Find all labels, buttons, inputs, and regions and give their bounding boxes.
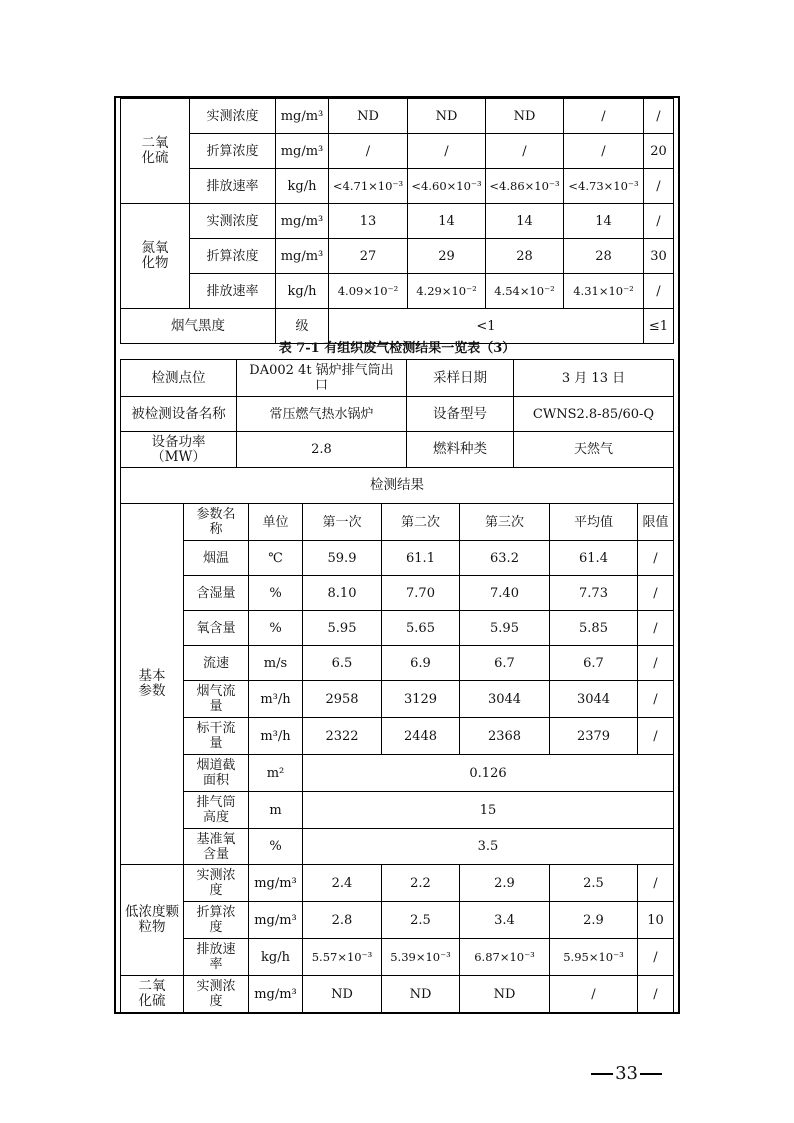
param-cell: 氧含量 [184,611,249,646]
value-cell: 28 [486,239,564,274]
avg-cell: 14 [564,204,644,239]
value-cell: 3.5 [303,829,674,865]
limit-cell: 20 [644,134,674,169]
value-cell: ND [460,976,550,1013]
value-cell: 6.87×10⁻³ [460,939,550,976]
unit-cell: 级 [276,309,329,344]
limit-cell: 10 [638,902,674,939]
limit-cell: / [638,611,674,646]
model-label: 设备型号 [407,397,514,432]
param-cell: 折算浓度 [190,134,276,169]
header-r2: 第二次 [382,504,460,541]
param-cell: 基准氧含量 [184,829,249,865]
unit-cell: mg/m³ [276,134,329,169]
unit-cell: % [249,829,303,865]
value-cell: 2.4 [303,865,382,902]
value-cell: 7.70 [382,576,460,611]
unit-cell: mg/m³ [276,239,329,274]
avg-cell: 61.4 [550,541,638,576]
results-table [120,503,674,1013]
param-cell: 实测浓度 [184,976,249,1013]
value-cell: 13 [329,204,408,239]
value-cell: / [486,134,564,169]
point-label: 检测点位 [121,360,237,397]
equip-value: 常压燃气热水锅炉 [237,397,407,432]
limit-cell: / [638,718,674,755]
unit-cell: mg/m³ [276,99,329,134]
header-limit: 限值 [638,504,674,541]
avg-cell: / [550,976,638,1013]
fuel-value: 天然气 [514,432,674,468]
param-cell: 排放速率 [184,939,249,976]
limit-cell: / [638,681,674,718]
table-caption: 表 7-1 有组织废气检测结果一览表（3） [278,341,516,356]
model-value: CWNS2.8-85/60-Q [514,397,674,432]
value-cell: ND [303,976,382,1013]
unit-cell: m³/h [249,681,303,718]
value-cell: 3.4 [460,902,550,939]
value-cell: 63.2 [460,541,550,576]
avg-cell: / [564,134,644,169]
unit-cell: mg/m³ [249,976,303,1013]
table-row [121,468,674,504]
value-cell: 3044 [460,681,550,718]
value-cell: 4.29×10⁻² [408,274,486,309]
avg-cell: / [564,99,644,134]
param-cell: 实测浓度 [184,865,249,902]
limit-cell: / [644,99,674,134]
value-cell: 15 [303,792,674,829]
value-cell: 4.54×10⁻² [486,274,564,309]
value-cell: 2448 [382,718,460,755]
value-cell: 2.8 [303,902,382,939]
fuel-label: 燃料种类 [407,432,514,468]
avg-cell: 5.85 [550,611,638,646]
table-row [121,865,674,902]
limit-cell: ≤1 [644,309,674,344]
avg-cell: 6.7 [550,646,638,681]
value-cell: 0.126 [303,755,674,792]
value-cell: / [408,134,486,169]
date-label: 采样日期 [407,360,514,397]
value-cell: ND [486,99,564,134]
table-row [121,397,674,432]
param-cell: 烟气流量 [184,681,249,718]
page-number [589,1063,664,1084]
value-cell: 5.39×10⁻³ [382,939,460,976]
limit-cell: / [638,865,674,902]
table-row [121,274,674,309]
param-cell: 实测浓度 [190,99,276,134]
unit-cell: kg/h [249,939,303,976]
unit-cell: mg/m³ [249,902,303,939]
param-cell: 标干流量 [184,718,249,755]
value-cell: 2.9 [460,865,550,902]
limit-cell: / [638,976,674,1013]
value-cell: 2322 [303,718,382,755]
unit-cell: % [249,611,303,646]
unit-cell: kg/h [276,169,329,204]
table-row [121,902,674,939]
param-cell: 流速 [184,646,249,681]
table-row [121,134,674,169]
table-row [121,432,674,468]
limit-cell: / [644,169,674,204]
value-cell: 5.95 [460,611,550,646]
table-row [121,360,674,397]
table-row [121,576,674,611]
info-table [120,359,674,504]
limit-cell: / [638,939,674,976]
avg-cell: 2379 [550,718,638,755]
value-cell: <1 [329,309,644,344]
so2-label: 二氧化硫 [121,99,190,204]
value-cell: 3129 [382,681,460,718]
smoke-label: 烟气黑度 [121,309,276,344]
power-label: 设备功率（MW） [121,432,237,468]
value-cell: 7.40 [460,576,550,611]
table-row [121,611,674,646]
table-row [121,829,674,865]
value-cell: / [329,134,408,169]
point-value: DA002 4t 锅炉排气筒出口 [237,360,407,397]
param-cell: 实测浓度 [190,204,276,239]
value-cell: 6.9 [382,646,460,681]
limit-cell: / [638,646,674,681]
limit-cell: / [638,541,674,576]
unit-cell: kg/h [276,274,329,309]
table-row [121,755,674,792]
limit-cell: / [638,576,674,611]
param-cell: 折算浓度 [190,239,276,274]
header-avg: 平均值 [550,504,638,541]
basic-label: 基本参数 [121,504,184,865]
value-cell: 14 [408,204,486,239]
pm-label: 低浓度颗粒物 [121,865,184,976]
table-row [121,204,674,239]
table-row [121,239,674,274]
limit-cell: 30 [644,239,674,274]
header-unit: 单位 [249,504,303,541]
unit-cell: mg/m³ [249,865,303,902]
avg-cell: 5.95×10⁻³ [550,939,638,976]
value-cell: 2368 [460,718,550,755]
value-cell: 2.2 [382,865,460,902]
value-cell: 8.10 [303,576,382,611]
power-value: 2.8 [237,432,407,468]
value-cell: 5.95 [303,611,382,646]
avg-cell: 7.73 [550,576,638,611]
avg-cell: 4.31×10⁻² [564,274,644,309]
unit-cell: m/s [249,646,303,681]
limit-cell: / [644,204,674,239]
limit-cell: / [644,274,674,309]
param-cell: 排放速率 [190,169,276,204]
top-results-table [120,98,674,344]
value-cell: 5.65 [382,611,460,646]
results-label: 检测结果 [121,468,674,504]
unit-cell: m [249,792,303,829]
value-cell: 6.5 [303,646,382,681]
value-cell: ND [329,99,408,134]
table-row [121,169,674,204]
value-cell: 14 [486,204,564,239]
value-cell: <4.86×10⁻³ [486,169,564,204]
avg-cell: 28 [564,239,644,274]
value-cell: 2958 [303,681,382,718]
table-row [121,718,674,755]
param-cell: 排放速率 [190,274,276,309]
unit-cell: m² [249,755,303,792]
unit-cell: % [249,576,303,611]
table-row [121,939,674,976]
header-r1: 第一次 [303,504,382,541]
value-cell: <4.60×10⁻³ [408,169,486,204]
avg-cell: <4.73×10⁻³ [564,169,644,204]
param-cell: 排气筒高度 [184,792,249,829]
param-cell: 烟道截面积 [184,755,249,792]
value-cell: ND [408,99,486,134]
table-row [121,99,674,134]
header-param: 参数名称 [184,504,249,541]
unit-cell: mg/m³ [276,204,329,239]
unit-cell: m³/h [249,718,303,755]
value-cell: 2.5 [382,902,460,939]
dash-right [640,1073,662,1075]
dash-left [591,1073,613,1075]
value-cell: 5.57×10⁻³ [303,939,382,976]
value-cell: <4.71×10⁻³ [329,169,408,204]
param-cell: 烟温 [184,541,249,576]
avg-cell: 2.5 [550,865,638,902]
header-r3: 第三次 [460,504,550,541]
unit-cell: ℃ [249,541,303,576]
avg-cell: 2.9 [550,902,638,939]
nox-label: 氮氧化物 [121,204,190,309]
table-row [121,646,674,681]
value-cell: 27 [329,239,408,274]
avg-cell: 3044 [550,681,638,718]
page-number-text: 33 [615,1063,638,1084]
value-cell: 6.7 [460,646,550,681]
date-value: 3 月 13 日 [514,360,674,397]
value-cell: ND [382,976,460,1013]
value-cell: 59.9 [303,541,382,576]
table-row [121,976,674,1013]
value-cell: 29 [408,239,486,274]
value-cell: 4.09×10⁻² [329,274,408,309]
table-header-row [121,504,674,541]
table-row [121,792,674,829]
param-cell: 含湿量 [184,576,249,611]
param-cell: 折算浓度 [184,902,249,939]
value-cell: 61.1 [382,541,460,576]
so2-bottom-label: 二氧化硫 [121,976,184,1013]
table-row [121,681,674,718]
equip-label: 被检测设备名称 [121,397,237,432]
table-row [121,541,674,576]
